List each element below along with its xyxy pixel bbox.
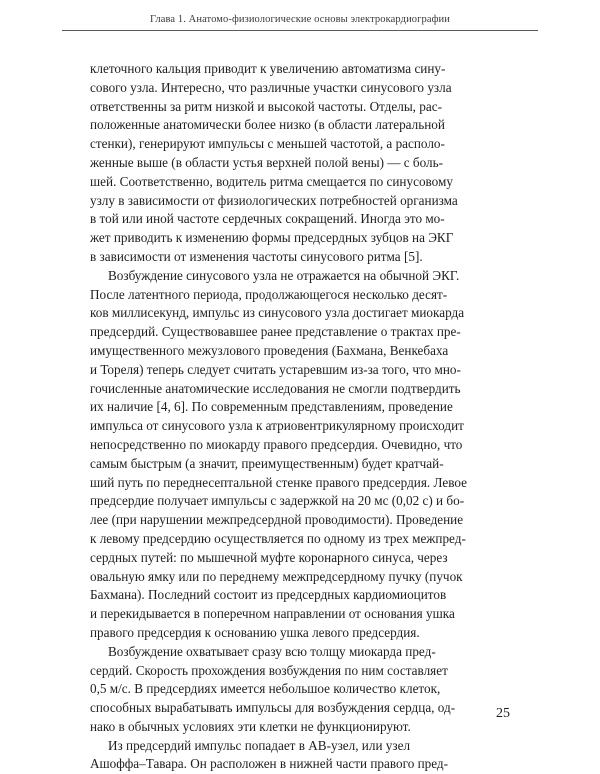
text-line: Ашоффа–Тавара. Он расположен в нижней части правого пред- — [90, 756, 449, 772]
text-line: овальную ямку или по переднему межпредсердному пучку (пучок — [90, 568, 463, 584]
paragraph — [90, 737, 510, 774]
text-line: способных вырабатывать импульсы для возбуждения сердца, од- — [90, 700, 456, 716]
text-line: клеточного кальция приводит к увеличению автоматизма сину- — [90, 61, 446, 76]
text-line: в той или иной частоте сердечных сокращений. Иногда это мо- — [90, 211, 445, 227]
text-line: к левому предсердию осуществляется по одному из трех межпред- — [90, 530, 466, 546]
text-line: и Тореля) теперь следует считать устаревшим из-за того, что мно- — [90, 361, 461, 377]
text-line: и перекидывается в поперечном направлении от основания ушка — [90, 606, 455, 622]
text-line: самым быстрым (а значит, преимущественным) будет кратчай- — [90, 455, 444, 471]
text-line: предсердий. Существовавшее ранее представление о трактах пре- — [90, 324, 461, 340]
paragraph — [90, 643, 510, 737]
header-rule — [62, 30, 538, 31]
text-line: сердных путей: по мышечной муфте коронарного синуса, через — [90, 549, 448, 565]
text-line: правого предсердия к основанию ушка левого предсердия. — [90, 624, 420, 640]
text-line: Бахмана). Последний состоит из предсердных кардиомиоцитов — [90, 587, 447, 603]
text-line: ший путь по переднесептальной стенке правого предсердия. Левое — [90, 474, 467, 490]
text-line: шей. Соответственно, водитель ритма смещается по синусовому — [90, 173, 453, 189]
body-text — [90, 60, 510, 774]
text-line: После латентного периода, продолжающегося несколько десят- — [90, 286, 448, 302]
text-line: положенные анатомически более низко (в области латеральной — [90, 117, 445, 133]
text-line: женные выше (в области устья верхней полой вены) — с боль- — [90, 154, 444, 170]
running-header: Глава 1. Анатомо-физиологические основы электрокардиографии — [149, 14, 450, 25]
text-line: узлу в зависимости от физиологических потребностей организма — [90, 192, 458, 208]
text-line: Возбуждение синусового узла не отражается на обычной ЭКГ. — [108, 267, 460, 283]
text-line: Из предсердий импульс попадает в АВ-узел, или узел — [108, 737, 411, 753]
paragraph — [90, 267, 510, 643]
text-line: Возбуждение охватывает сразу всю толщу миокарда пред- — [108, 643, 436, 659]
text-line: непосредственно по миокарду правого предсердия. Очевидно, что — [90, 436, 463, 452]
text-line: лее (при нарушении межпредсердной проводимости). Проведение — [90, 512, 464, 528]
text-line: предсердие получает импульсы с задержкой на 20 мс (0,02 с) и бо- — [90, 493, 465, 509]
text-line: имущественного межузлового проведения (Бахмана, Венкебаха — [90, 342, 449, 358]
text-line: ответственны за ритм низкой и высокой частоты. Отделы, рас- — [90, 98, 442, 114]
text-line: гочисленные анатомические исследования не смогли подтвердить — [90, 380, 461, 396]
text-line: нако в обычных условиях эти клетки не функционируют. — [90, 718, 411, 734]
text-line: сового узла. Интересно, что различные участки синусового узла — [90, 79, 452, 95]
text-line: их наличие [4, 6]. По современным представлениям, проведение — [90, 399, 453, 415]
text-line: импульса от синусового узла к атриовентрикулярному происходит — [90, 418, 464, 434]
text-line: жет приводить к изменению формы предсердных зубцов на ЭКГ — [90, 230, 454, 246]
text-line: в зависимости от изменения частоты синусового ритма [5]. — [90, 248, 423, 264]
paragraph — [90, 60, 510, 267]
text-line: 0,5 м/с. В предсердиях имеется небольшое количество клеток, — [90, 681, 441, 697]
text-line: сердий. Скорость прохождения возбуждения по ним составляет — [90, 662, 448, 678]
text-line: ков миллисекунд, импульс из синусового узла достигает миокарда — [90, 305, 465, 321]
text-line: стенки), генерируют импульсы с меньшей частотой, а располо- — [90, 136, 445, 152]
page-number: 25 — [496, 706, 510, 721]
